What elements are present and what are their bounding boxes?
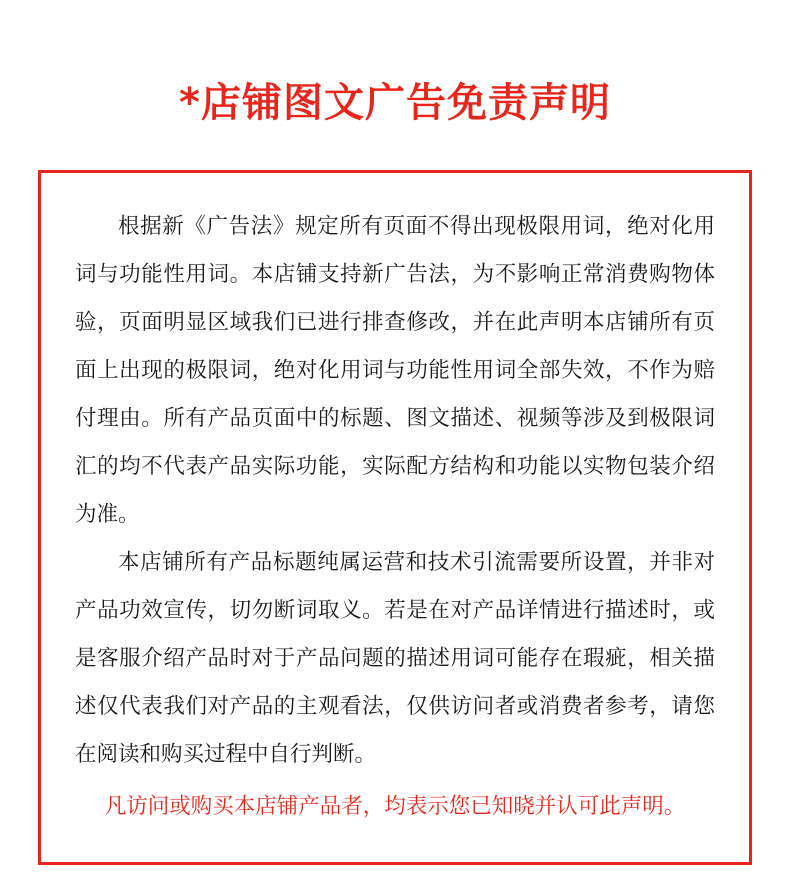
disclaimer-frame (38, 170, 752, 865)
disclaimer-notice: 凡访问或购买本店铺产品者，均表示您已知晓并认可此声明。 (104, 793, 686, 819)
page-title: *店铺图文广告免责声明 (179, 79, 611, 126)
disclaimer-content (41, 173, 749, 863)
disclaimer-paragraph-2: 本店铺所有产品标题纯属运营和技术引流需要所设置，并非对产品功效宣传，切勿断词取义。若是在对产品详情进行描述时，或是客服介绍产品时对于产品问题的描述用词可能存在瑕疵，相关描述仅代表我们对产品的主观看法，仅供访问者或消费者参考，请您在阅读和购买过程中自行判断。 (75, 549, 715, 767)
disclaimer-paragraph-1: 根据新《广告法》规定所有页面不得出现极限用词，绝对化用词与功能性用词。本店铺支持新广告法，为不影响正常消费购物体验，页面明显区域我们已进行排查修改，并在此声明本店铺所有页面上出现的极限词，绝对化用词与功能性用词全部失效，不作为赔付理由。所有产品页面中的标题、图文描述、视频等涉及到极限词汇的均不代表产品实际功能，实际配方结构和功能以实物包装介绍为准。 (75, 213, 715, 527)
disclaimer-page (0, 27, 790, 890)
